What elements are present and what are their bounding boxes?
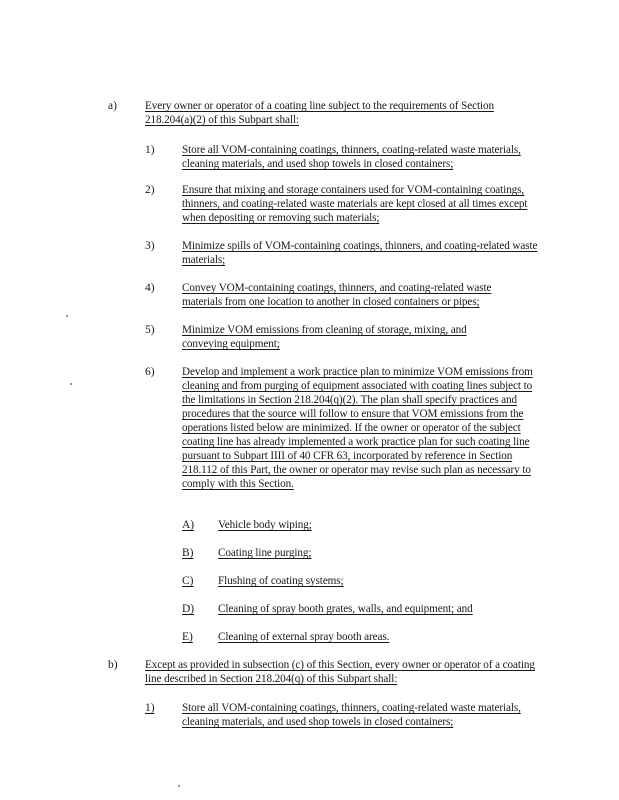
subitem-d-label: D) [182, 603, 195, 615]
scan-speck [70, 383, 72, 385]
item-a6-label: 6) [145, 366, 155, 378]
section-a-intro: Every owner or operator of a coating line subject to the requirements of Section 218.204(a)(2) of this Subpart shall: [145, 100, 494, 126]
item-a3-text: Minimize spills of VOM-containing coatings, thinners, and coating-related waste materials; [182, 240, 538, 266]
subitem-d-text: Cleaning of spray booth grates, walls, and equipment; and [218, 603, 473, 615]
subitem-e-text: Cleaning of external spray booth areas. [218, 631, 390, 643]
subitem-b-text: Coating line purging; [218, 547, 312, 559]
item-a3-label: 3) [145, 240, 155, 252]
item-a2-label: 2) [145, 184, 155, 196]
section-a-label: a) [108, 100, 117, 112]
subitem-a-label: A) [182, 519, 195, 531]
item-a4-text: Convey VOM-containing coatings, thinners, and coating-related waste materials from one location to another in closed containers or pipes; [182, 282, 492, 308]
subitem-c-text: Flushing of coating systems; [218, 575, 344, 587]
item-a6-text: Develop and implement a work practice plan to minimize VOM emissions from cleaning and from purging of equipment associated with coating lines subject to the limitations in Section 218.204(q)(2). The plan shall specify practices and procedures that the source will follow to ensure that VOM emissions from the operations listed below are minimized. If the owner or operator of the subject coating line has already implemented a work practice plan for such coating line pursuant to Subpart IIII of 40 CFR 63, incorporated by reference in Section 218.112 of this Part, the owner or operator may revise such plan as necessary to comply with this Section. [182, 366, 533, 490]
subitem-a-text: Vehicle body wiping; [218, 519, 312, 531]
item-b1-text: Store all VOM-containing coatings, thinners, coating-related waste materials, cleaning materials, and used shop towels in closed containers; [182, 702, 521, 728]
subitem-c-label: C) [182, 575, 194, 587]
item-a1-text: Store all VOM-containing coatings, thinners, coating-related waste materials, cleaning materials, and used shop towels in closed containers; [182, 144, 521, 170]
subitem-e-label: E) [182, 631, 193, 643]
scan-speck [178, 785, 180, 787]
item-a5-text: Minimize VOM emissions from cleaning of storage, mixing, and conveying equipment; [182, 324, 467, 350]
item-b1-label: 1) [145, 702, 155, 714]
subitem-b-label: B) [182, 547, 194, 559]
item-a5-label: 5) [145, 324, 155, 336]
item-a2-text: Ensure that mixing and storage containers used for VOM-containing coatings, thinners, and coating-related waste materials are kept closed at all times except when depositing or removing such materials; [182, 184, 528, 224]
section-b-intro: Except as provided in subsection (c) of this Section, every owner or operator of a coating line described in Section 218.204(q) of this Subpart shall: [145, 659, 535, 685]
item-a1-label: 1) [145, 144, 155, 156]
item-a4-label: 4) [145, 282, 155, 294]
scan-speck [66, 315, 68, 317]
section-b-label: b) [108, 659, 118, 671]
